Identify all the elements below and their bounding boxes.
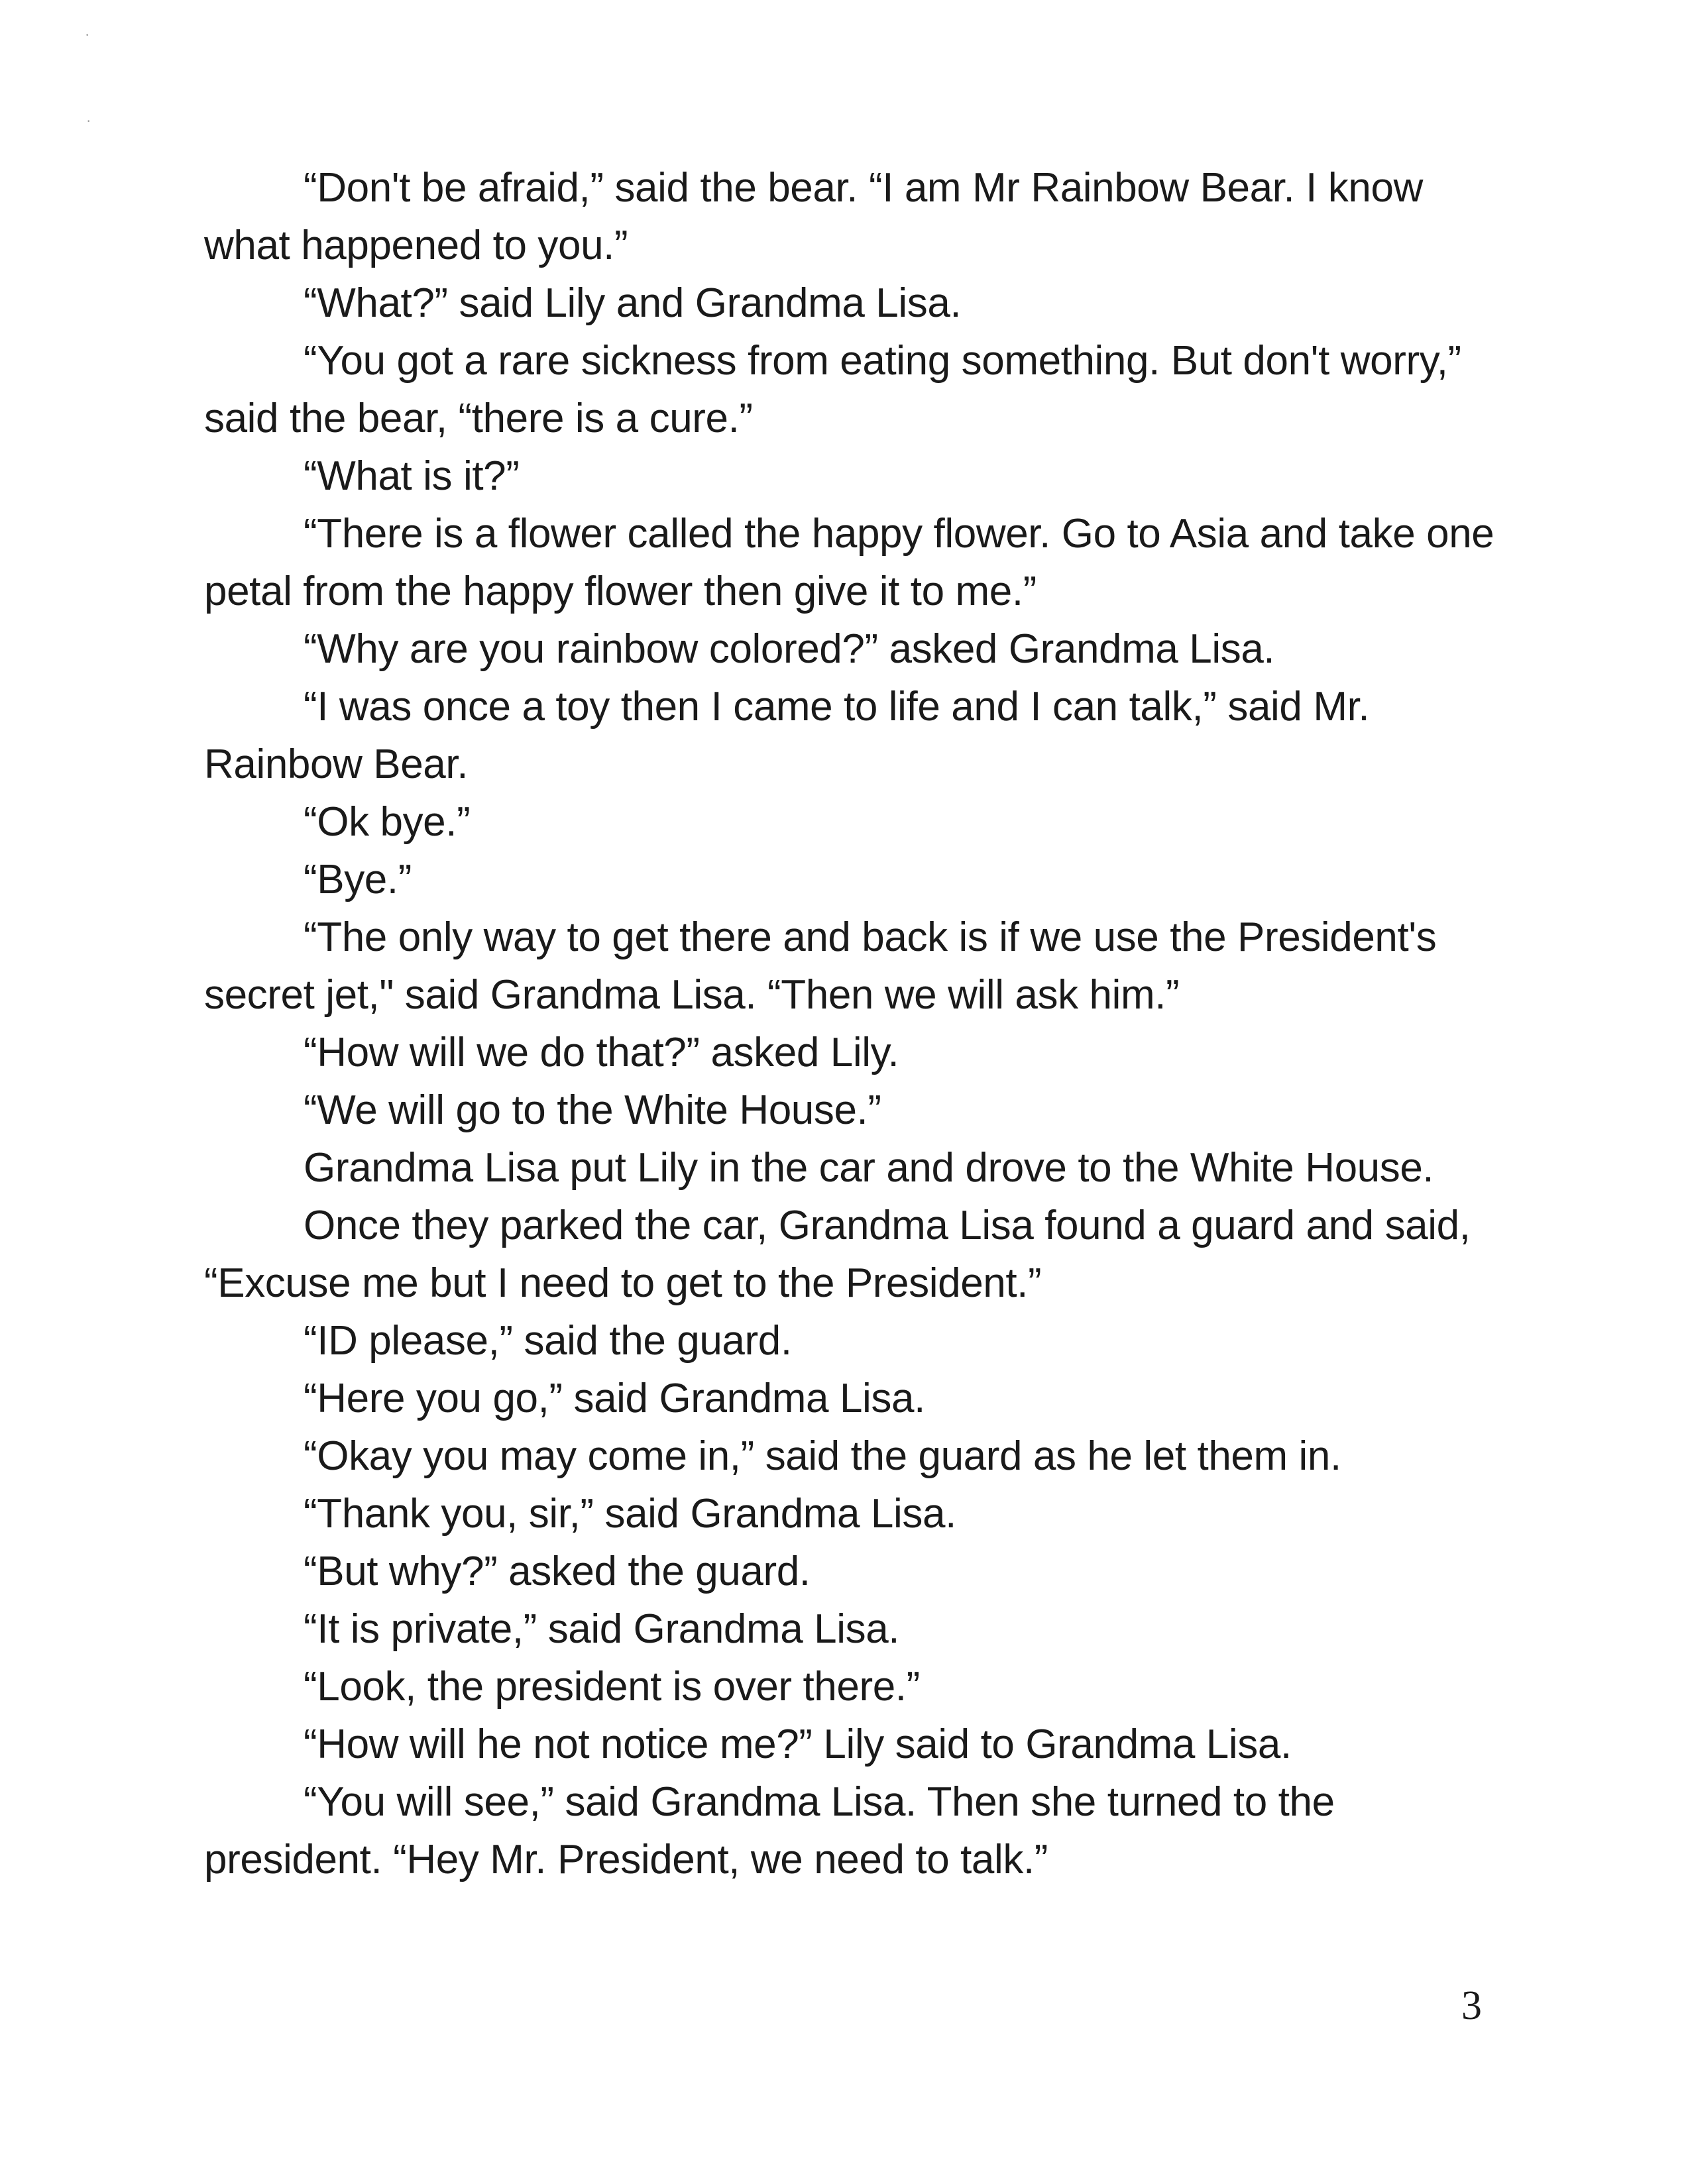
paragraph: “There is a flower called the happy flower. Go to Asia and take one petal from the happy flower then give it to me.” [204,511,1494,614]
paragraph: “You got a rare sickness from eating something. But don't worry,” said the bear, “there is a cure.” [204,338,1461,441]
page-number: 3 [1461,1983,1482,2028]
story-text [204,159,1503,1888]
paragraph: “You will see,” said Grandma Lisa. Then she turned to the president. “Hey Mr. President, we need to talk.” [204,1779,1335,1883]
paragraph: Once they parked the car, Grandma Lisa found a guard and said, “Excuse me but I need to get to the President.” [204,1203,1471,1306]
paragraph: “Here you go,” said Grandma Lisa. [304,1376,925,1421]
paragraph: “How will he not notice me?” Lily said to Grandma Lisa. [304,1721,1292,1767]
paragraph: “Don't be afraid,” said the bear. “I am Mr Rainbow Bear. I know what happened to you.” [204,165,1423,268]
scan-speck: · [86,113,91,129]
paragraph: “We will go to the White House.” [304,1087,881,1133]
paragraph: “I was once a toy then I came to life and I can talk,” said Mr. Rainbow Bear. [204,684,1370,787]
paragraph: “How will we do that?” asked Lily. [304,1030,899,1075]
paragraph: “What is it?” [304,453,520,499]
paragraph: “Okay you may come in,” said the guard as he let them in. [304,1433,1341,1479]
paragraph: “What?” said Lily and Grandma Lisa. [304,280,962,326]
scan-speck: · [85,27,90,43]
paragraph: “Bye.” [304,857,412,902]
paragraph: “Ok bye.” [304,799,471,845]
paragraph: “But why?” asked the guard. [304,1549,811,1594]
paragraph: “ID please,” said the guard. [304,1318,792,1364]
paragraph: “Why are you rainbow colored?” asked Grandma Lisa. [304,626,1275,672]
paragraph: “Thank you, sir,” said Grandma Lisa. [304,1491,956,1537]
paragraph: “It is private,” said Grandma Lisa. [304,1606,900,1652]
paragraph: “Look, the president is over there.” [304,1664,920,1710]
paragraph: Grandma Lisa put Lily in the car and drove to the White House. [304,1145,1434,1191]
paragraph: “The only way to get there and back is if we use the President's secret jet," said Grandma Lisa. “Then we will ask him.” [204,914,1437,1018]
